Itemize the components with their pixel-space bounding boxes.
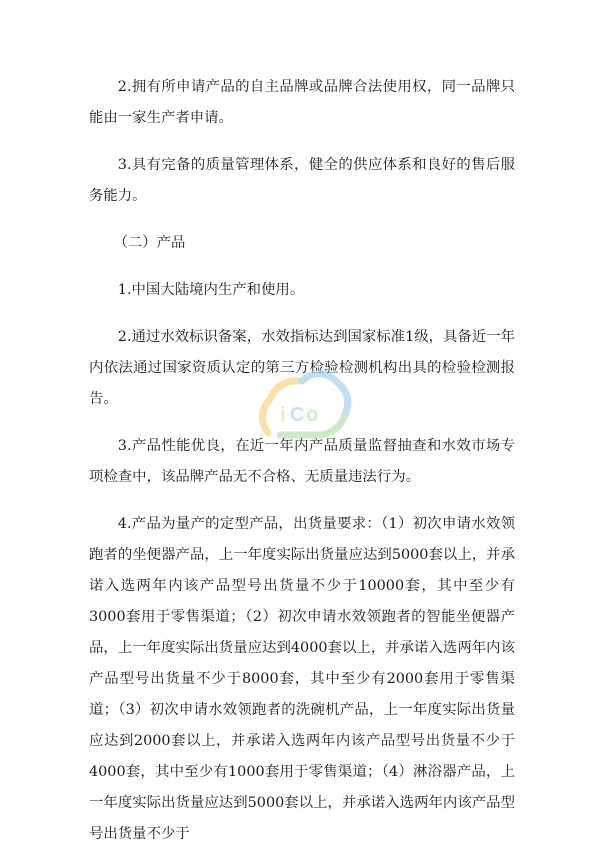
document-body	[89, 72, 515, 850]
paragraph-product-performance: 3.产品性能优良，在近一年内产品质量监督抽查和水效市场专项检查中，该品牌产品无不合格、无质量违法行为。	[89, 438, 515, 485]
paragraph-mainland-production: 1.中国大陆境内生产和使用。	[117, 282, 305, 298]
svg-text:i: i	[280, 404, 286, 426]
paragraph-shipment-requirements: 4.产品为量产的定型产品，出货量要求：（1）初次申请水效领跑者的坐便器产品，上一年度实际出货量应达到5000套以上，并承诺入选两年内该产品型号出货量不少于10000套，其中至少有3000套用于零售渠道；（2）初次申请水效领跑者的智能坐便器产品，上一年度实际出货量应达到4000套以上，并承诺入选两年内该产品型号出货量不少于8000套，其中至少有2000套用于零售渠道；（3）初次申请水效领跑者的洗碗机产品，上一年度实际出货量应达到2000套以上，并承诺入选两年内该产品型号出货量不少于4000套，其中至少有1000套用于零售渠道；（4）淋浴器产品，上一年度实际出货量应达到5000套以上，并承诺入选两年内该产品型号出货量不少于	[89, 516, 515, 842]
paragraph-quality-system: 3.具有完备的质量管理体系，健全的供应体系和良好的售后服务能力。	[89, 157, 515, 204]
svg-text:o: o	[306, 404, 319, 426]
paragraph-water-label-filing: 2.通过水效标识备案，水效指标达到国家标准1级，具备近一年内依法通过国家资质认定的第三方检验检测机构出具的检验检测报告。	[89, 329, 515, 407]
svg-text:C: C	[290, 404, 305, 426]
paragraph-brand-rights: 2.拥有所申请产品的自主品牌或品牌合法使用权，同一品牌只能由一家生产者申请。	[89, 79, 515, 126]
section-heading-product: （二）产品	[113, 235, 186, 251]
